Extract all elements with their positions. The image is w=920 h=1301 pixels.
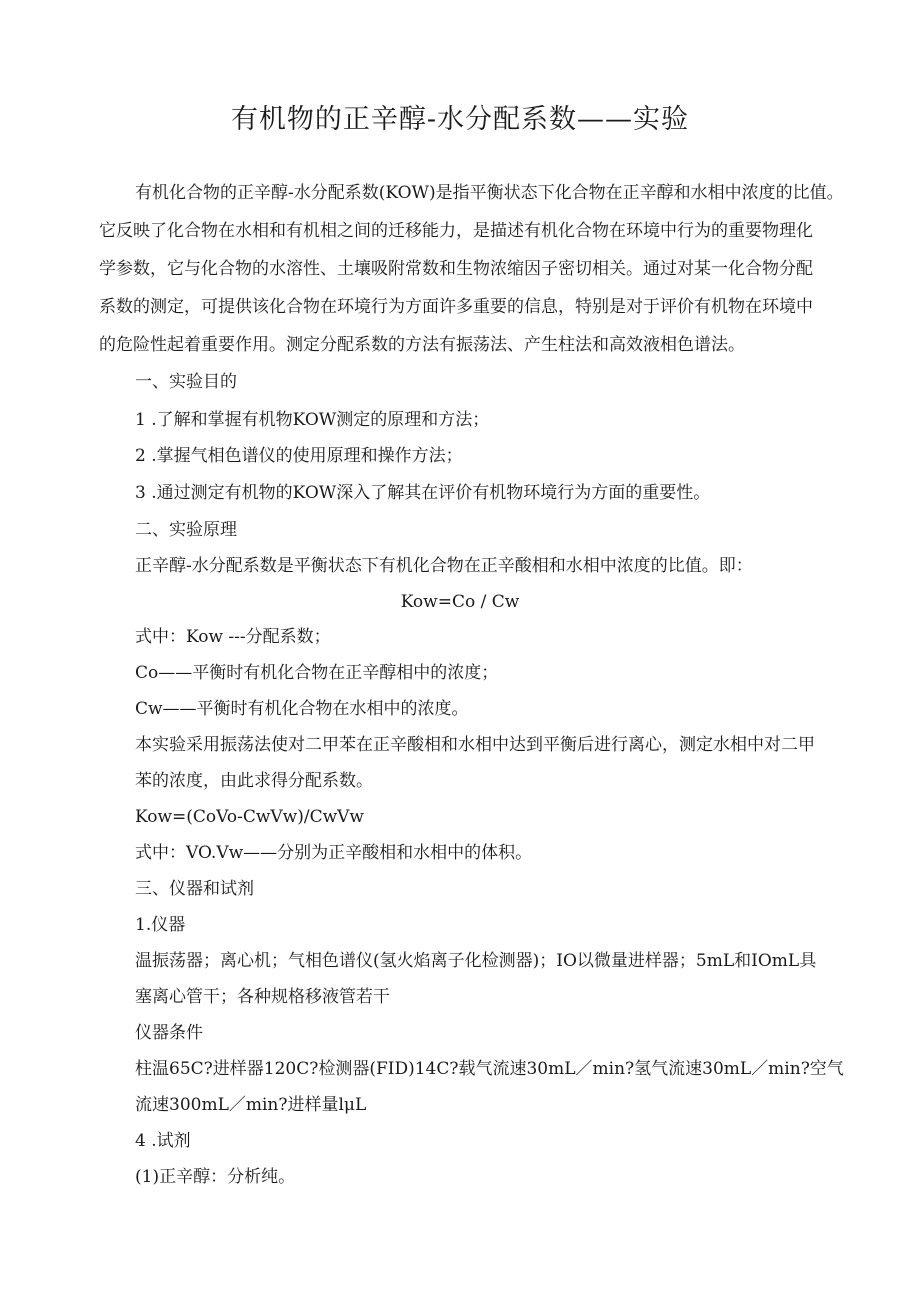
instruments-line-1: 温振荡器；离心机；气相色谱仪(氢火焰离子化检测器)；IO以微量进样器；5mL和IOmL具 [135,951,817,971]
conditions-heading: 仪器条件 [135,1023,203,1043]
method-line-2: 苯的浓度，由此求得分配系数。 [135,771,373,791]
purpose-item-1: 1 .了解和掌握有机物KOW测定的原理和方法； [135,410,490,430]
instruments-line-2: 塞离心管干；各种规格移液管若干 [135,987,390,1007]
co-definition: Co——平衡时有机化合物在正辛醇相中的浓度； [135,663,499,683]
purpose-item-2: 2 .掌握气相色谱仪的使用原理和操作方法； [135,446,463,466]
section-heading-purpose: 一、实验目的 [135,372,237,392]
intro-line-2: 它反映了化合物在水相和有机相之间的迁移能力，是描述有机化合物在环境中行为的重要物理化 [99,221,813,241]
intro-line-5: 的危险性起着重要作用。测定分配系数的方法有振荡法、产生柱法和高效液相色谱法。 [99,335,745,355]
reagent-item-1: (1)正辛醇：分析纯。 [135,1167,296,1187]
subsection-instruments: 1.仪器 [135,915,186,935]
method-line-1: 本实验采用振荡法使对二甲苯在正辛酸相和水相中达到平衡后进行离心，测定水相中对二甲 [135,735,815,755]
conditions-line-2: 流速300mL／min?进样量lμL [135,1095,367,1115]
intro-line-4: 系数的测定，可提供该化合物在环境行为方面许多重要的信息，特别是对于评价有机物在环境中 [99,297,813,317]
document-title: 有机物的正辛醇-水分配系数——实验 [230,104,690,135]
section-heading-apparatus: 三、仪器和试剂 [135,879,254,899]
conditions-line-1: 柱温65C?进样器120C?检测器(FID)14C?载气流速30mL／min?氢气流速30mL／min?空气 [135,1059,844,1079]
formula-kow: Kow=Co / Cw [400,592,520,612]
intro-line-3: 学参数，它与化合物的水溶性、土壤吸附常数和生物浓缩因子密切相关。通过对某一化合物分配 [99,259,813,279]
principle-intro: 正辛醇-水分配系数是平衡状态下有机化合物在正辛酸相和水相中浓度的比值。即： [135,556,753,576]
section-heading-principle: 二、实验原理 [135,520,237,540]
intro-line-1: 有机化合物的正辛醇-水分配系数(KOW)是指平衡状态下化合物在正辛醇和水相中浓度的比值。 [135,183,844,203]
subsection-reagents: 4 .试剂 [135,1131,191,1151]
formula-where: 式中：Kow ---分配系数； [135,627,331,647]
cw-definition: Cw——平衡时有机化合物在水相中的浓度。 [135,699,469,719]
purpose-item-3: 3 .通过测定有机物的KOW深入了解其在评价有机物环境行为方面的重要性。 [135,483,711,503]
formula-volume-where: 式中：VO.Vw——分别为正辛酸相和水相中的体积。 [135,843,533,863]
formula-kow-volume: Kow=(CoVo-CwVw)/CwVw [135,807,364,827]
